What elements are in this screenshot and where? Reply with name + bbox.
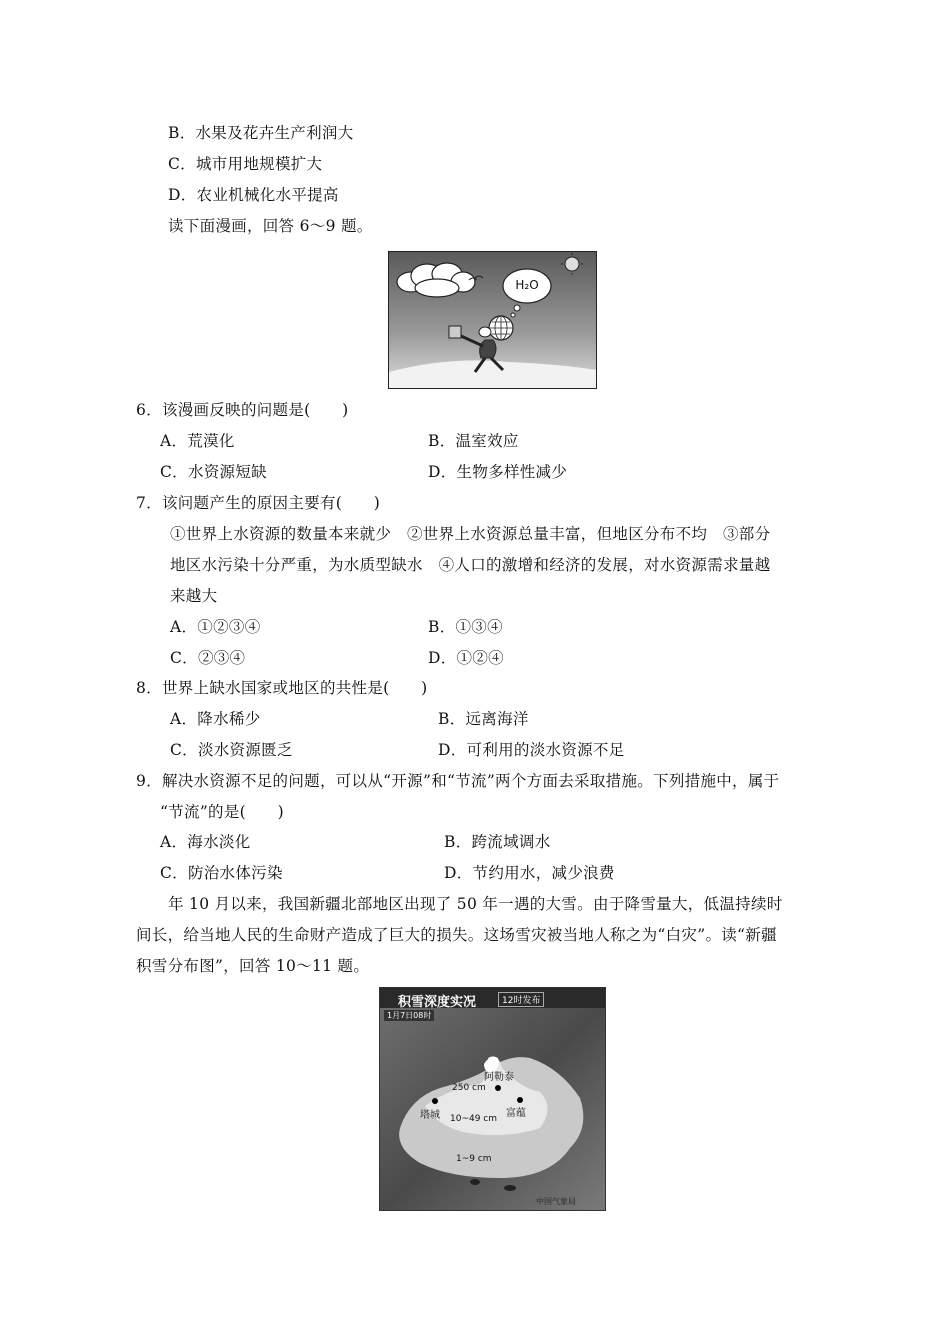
map-source: 中国气象局 xyxy=(536,1197,576,1206)
map-title: 积雪深度实况 xyxy=(398,995,477,1010)
q6-option-d: D．生物多样性减少 xyxy=(428,463,568,481)
label-10-49cm: 10~49 cm xyxy=(450,1114,498,1124)
q8-option-d: D．可利用的淡水资源不足 xyxy=(438,741,625,759)
q8-option-c: C．淡水资源匮乏 xyxy=(170,741,293,759)
q9-option-c: C．防治水体污染 xyxy=(160,864,283,882)
q5-option-d: D．农业机械化水平提高 xyxy=(168,186,339,204)
intro-snow-line2: 间长，给当地人民的生命财产造成了巨大的损失。这场雪灾被当地人称之为“白灾”。读“新疆 xyxy=(136,926,777,944)
q6-option-b: B．温室效应 xyxy=(428,432,519,450)
q7-stem: 7．该问题产生的原因主要有( ) xyxy=(136,494,381,512)
q9-option-a: A．海水淡化 xyxy=(160,833,251,851)
q6-stem: 6．该漫画反映的问题是( ) xyxy=(136,401,349,419)
water-shortage-cartoon xyxy=(388,251,597,389)
q8-option-b: B．远离海洋 xyxy=(438,710,529,728)
q9-stem-line1: 9．解决水资源不足的问题，可以从“开源”和“节流”两个方面去采取措施。下列措施中，属于 xyxy=(136,772,780,790)
label-1-9cm: 1~9 cm xyxy=(456,1154,492,1164)
thirsty-globe-man-cartoon-icon xyxy=(389,252,596,388)
q6-option-a: A．荒漠化 xyxy=(160,432,235,450)
q9-option-d: D．节约用水，减少浪费 xyxy=(444,864,615,882)
q6-option-c: C．水资源短缺 xyxy=(160,463,267,481)
q7-option-d: D．①②④ xyxy=(428,649,504,667)
snow-region-map-icon xyxy=(380,988,605,1210)
label-fuyun: 富蕴 xyxy=(506,1108,526,1119)
q5-option-b: B．水果及花卉生产利润大 xyxy=(168,124,354,142)
q7-option-b: B．①③④ xyxy=(428,618,503,636)
label-aletai: 阿勒泰 xyxy=(484,1072,514,1083)
q8-stem: 8．世界上缺水国家或地区的共性是( ) xyxy=(136,679,428,697)
q5-option-c: C．城市用地规模扩大 xyxy=(168,155,323,173)
q7-option-a: A．①②③④ xyxy=(170,618,261,636)
xinjiang-snow-map xyxy=(379,987,606,1211)
intro-cartoon: 读下面漫画，回答 6～9 题。 xyxy=(168,217,373,235)
q7-body-line3: 来越大 xyxy=(170,587,218,605)
q9-stem-line2: “节流”的是( ) xyxy=(160,803,284,821)
h2o-bubble-text: H₂O xyxy=(515,278,539,292)
q7-body-line2: 地区水污染十分严重，为水质型缺水 ④人口的激增和经济的发展，对水资源需求量越 xyxy=(170,556,771,574)
intro-snow-line1: 年 10 月以来，我国新疆北部地区出现了 50 年一遇的大雪。由于降雪量大，低温持续时 xyxy=(168,895,783,913)
q9-option-b: B．跨流域调水 xyxy=(444,833,551,851)
q7-body-line1: ①世界上水资源的数量本来就少 ②世界上水资源总量丰富，但地区分布不均 ③部分 xyxy=(170,525,771,543)
q8-option-a: A．降水稀少 xyxy=(170,710,261,728)
q7-option-c: C．②③④ xyxy=(170,649,246,667)
label-tacheng: 塔城 xyxy=(420,1110,440,1121)
intro-snow-line3: 积雪分布图”，回答 10～11 题。 xyxy=(136,957,370,975)
map-date: 1月7日08时 xyxy=(384,1010,434,1021)
label-250cm: 250 cm xyxy=(452,1083,486,1093)
map-badge: 12时发布 xyxy=(498,992,544,1007)
